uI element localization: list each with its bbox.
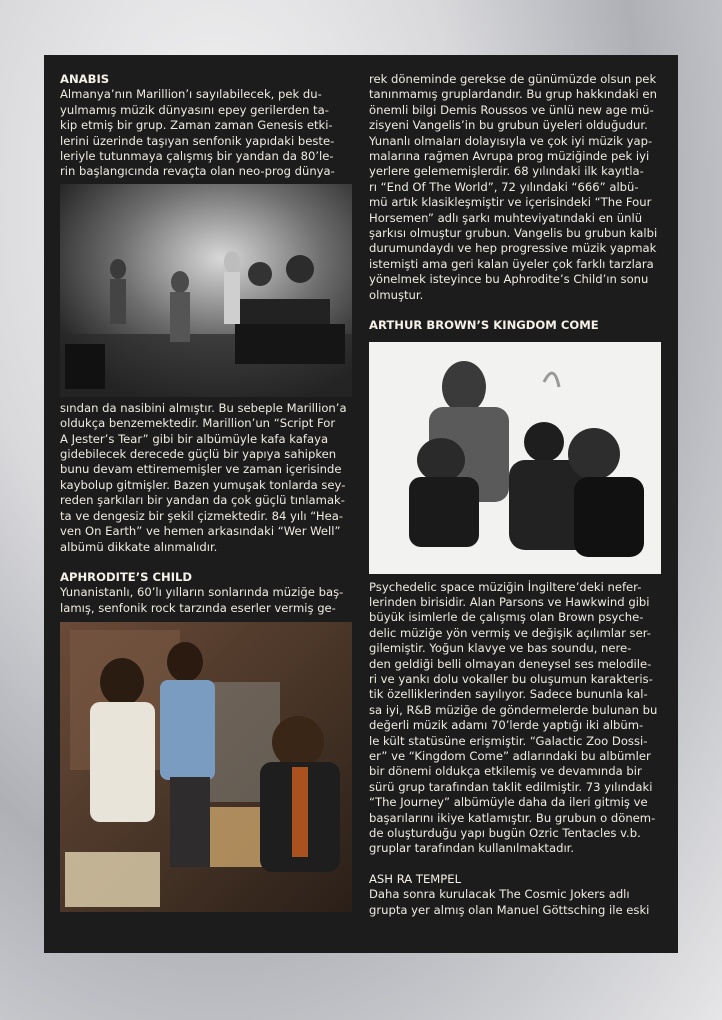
text-line: gilemiştir. Yoğun klavye ve bas soundu, nere- [369,641,632,656]
text-line: başarılarını ikiye katlamıştır. Bu grubun o dönem- [369,810,656,825]
text-line: albümü dikkate alınmalıdır. [60,539,218,554]
text-line: sürü grup tarafından taklit edilmiştir. 73 yılındaki [369,779,653,794]
text-line: zisyeni Vangelis’in bu grubun üyeleri olduğudur. [369,118,648,133]
left-column [60,72,352,912]
text-line: er” ve “Kingdom Come” adlarındaki bu albümler [369,748,651,763]
text-line: “The Journey” albümüyle daha da ileri gitmiş ve [369,795,648,810]
text-line: lerinden birisidir. Alan Parsons ve Hawkwind gibi [369,594,650,609]
text-line: rı “End Of The World”, 72 yılındaki “666” albü- [369,179,639,194]
text-line: durumundaydı ve hep progressive müzik yapmak [369,241,657,256]
text-line: Psychedelic space müziğin İngiltere’deki nefer- [369,579,642,594]
text-line: A Jester’s Tear” gibi bir albümüyle kafa kafaya [60,431,329,446]
text-line: değerli müzik adamı 70’lerde yaptığı iki albüm- [369,718,644,733]
ash-ra-tempel-text [369,887,661,918]
anabis-concert-photo [60,184,352,397]
aphrodites-child-band-photo [60,622,352,912]
text-line: kaybolup gitmişler. Bazen yumuşak tonlarda sey- [60,477,346,492]
text-line: den geldiği belli olmayan deneysel ses melodile- [369,656,652,671]
text-line: lerini üzerinde taşıyan senfonik yapıdaki beste- [60,133,335,148]
text-line: leriyle tutunmaya çalışmış bir yandan da 80’le- [60,149,334,164]
anabis-text-top [60,87,352,179]
section-heading-aphrodites-child: APHRODITE’S CHILD [60,569,193,584]
text-line: Horsemen” adlı şarkı muhteviyatındaki en ünlü [369,210,643,225]
text-line: mü artık klasikleşmiştir ve içerisindeki “The Four [369,195,652,210]
text-line: lamış, senfonik rock tarzında eserler vermiş ge- [60,600,336,615]
section-heading-anabis: ANABIS [60,72,110,86]
text-line: rek döneminde gerekse de günümüzde olsun pek [369,72,657,86]
text-line: önemli bilgi Demis Roussos ve ünlü new age mü- [369,102,654,117]
text-line: gidebilecek derecede güçlü bir yapıya sahipken [60,447,337,462]
text-line: sından da nasibini almıştır. Bu sebeple Marillion’a [60,400,347,415]
right-column [369,72,661,918]
text-line: Almanya’nın Marillion’ı sayılabilecek, pek du- [60,87,322,102]
aphrodite-text [60,585,352,616]
aphrodite-text-continued [369,72,661,303]
text-line: le kült statüsüne erişmiştir. “Galactic Zoo Dossi- [369,733,648,748]
text-line: malarına rağmen Avrupa prog müziğinde pek iyi [369,149,650,164]
text-line: gruplar tarafından kullanılmaktadır. [369,841,575,856]
text-line: bir dönemi oldukça etkilemiş ve devamında bir [369,764,642,779]
text-line: grupta yer almış olan Manuel Göttsching ile eski [369,902,650,917]
text-line: yerlere gelememişlerdir. 68 yılındaki ilk kayıtla- [369,164,644,179]
text-line: yulmamış müzik dünyasını epey gerilerden ta- [60,102,329,117]
text-line: Yunanlı olmaları dolayısıyla ve çok iyi müzik yap- [369,133,653,148]
text-line: Yunanistanlı, 60’lı yılların sonlarında müziğe baş- [60,585,344,600]
text-line: ri ve yankı dolu vokaller bu oluşumun karakteris- [369,671,653,686]
arthur-brown-text [369,580,661,857]
text-line: kip etmiş bir grup. Zaman zaman Genesis etki- [60,118,333,133]
text-line: ta ve dengesiz bir şekil çizmektedir. 84 yılı “Hea- [60,508,344,523]
text-line: reden şarkıları bir yandan da çok güçlü tınlamak- [60,493,345,508]
text-line: olmuştur. [369,287,424,302]
text-line: ven On Earth” ve hemen arkasındaki “Wer Well” [60,524,341,539]
text-line: büyük isimlerle de çalışmış olan Brown psyche- [369,610,644,625]
text-line: delic müziğe yön vermiş ve değişik açılımlar ser- [369,625,651,640]
text-line: de oluşturduğu yapı bugün Ozric Tentacles v.b. [369,826,641,840]
kingdom-come-band-photo [369,342,661,574]
text-line: Daha sonra kurulacak The Cosmic Jokers adlı [369,887,630,902]
section-heading-arthur-browns-kingdom-come: ARTHUR BROWN’S KINGDOM COME [369,318,599,333]
text-line: yönelmek isteyince bu Aphrodite’s Child’ın sonu [369,272,649,287]
text-line: tik özelliklerinden sayılıyor. Sadece bununla kal- [369,687,648,702]
text-line: istemişti ama geri kalan üyeler çok farklı tarzlara [369,256,654,271]
section-heading-ash-ra-tempel: ASH RA TEMPEL [369,871,462,886]
text-line: tanınmamış gruplardandır. Bu grup hakkındaki en [369,87,657,102]
text-line: bunu devam ettirememişler ve zaman içerisinde [60,462,342,477]
anabis-text-bottom [60,401,352,555]
text-line: sa iyi, R&B müziğe de göndermelerde bulunan bu [369,702,658,717]
text-line: şarkısı olmuştur grubun. Vangelis bu grubun kalbi [369,226,658,241]
text-line: rin başlangıcında revaçta olan neo-prog dünya- [60,164,335,179]
text-line: oldukça benzemektedir. Marillion’un “Script For [60,416,336,431]
